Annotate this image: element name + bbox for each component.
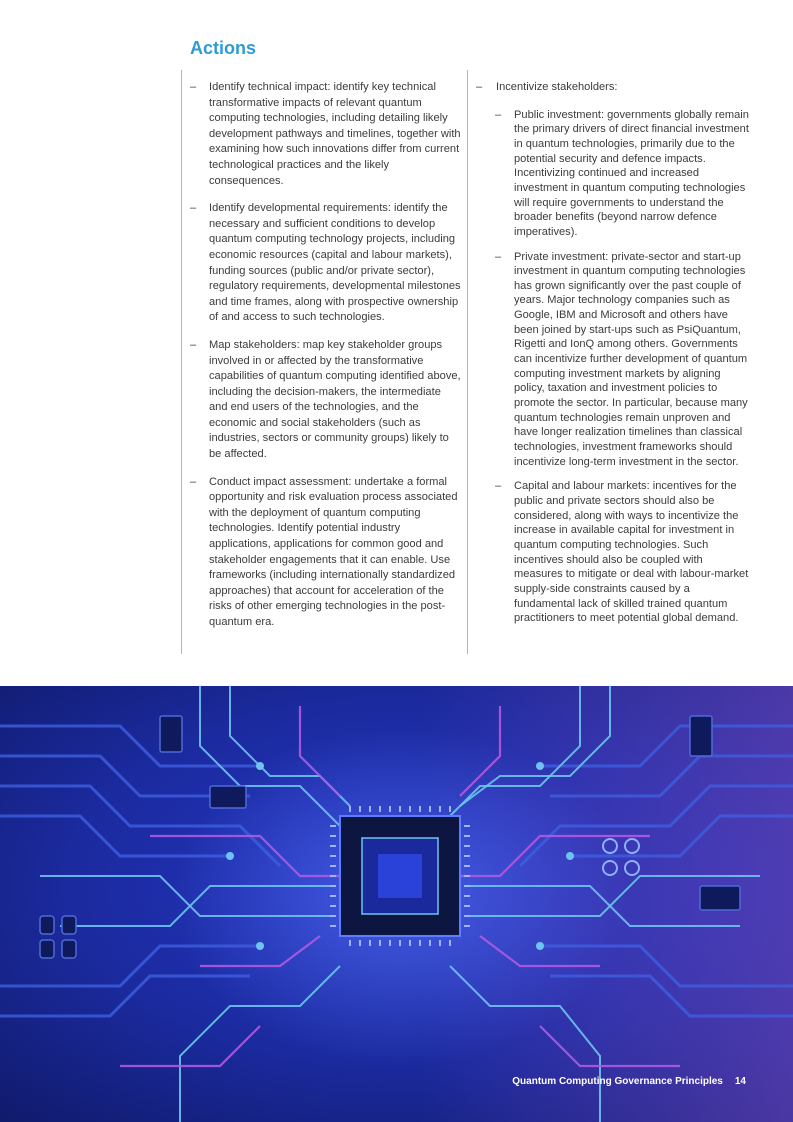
sub-list [476, 108, 752, 626]
list-item-text: Identify developmental requirements: identify the necessary and sufficient conditions to develop quantum computing technology projects, including economic resources (capital and labour markets), funding sources (public and/or private sector), regulatory requirements, developmental milestones and time frames, along with prospective ownership of and access to such technologies. [209, 202, 461, 324]
page-footer [512, 1076, 746, 1087]
list-dash: – [190, 81, 197, 93]
sub-list-item [476, 108, 752, 240]
sub-list-item [476, 479, 752, 626]
list-item-text: Incentivize stakeholders: [496, 81, 618, 93]
list-dash: – [190, 475, 197, 488]
right-column [476, 80, 752, 636]
document-title: Quantum Computing Governance Principles [512, 1076, 723, 1087]
list-item-text: Map stakeholders: map key stakeholder groups involved in or affected by the transformative capabilities of quantum computing identified above, including the decision-makers, the intermediate and end users of the technologies, and the economic and social stakeholders (such as industries, sectors or community groups) likely to be affected. [209, 338, 461, 461]
left-column [190, 80, 462, 643]
page-number: 14 [734, 1076, 746, 1087]
list-dash: – [495, 480, 502, 493]
list-item-text: Identify technical impact: identify key technical transformative impacts of relevant quantum computing technologies, including detailing likely development pathways and timelines, together with examining how such innovations differ from current technological practices and the likely consequences. [209, 81, 461, 187]
circuit-board-image [0, 686, 793, 1122]
list-item-incentivize [476, 80, 752, 96]
list-item-text: Capital and labour markets: incentives for the public and private sectors should also be considered, along with ways to incentivize the increase in available capital for investment in quantum computing technologies. Such incentives should also be coupled with measures to mitigate or deal with labour-market supply-side constraints caused by a fundamental lack of skilled trained quantum practitioners to meet potential global demand. [514, 480, 749, 625]
list-dash: – [190, 202, 197, 215]
list-item-text: Conduct impact assessment: undertake a formal opportunity and risk evaluation process associated with the deployment of quantum computing technologies. Identify potential industry applications, applications for common good and stakeholder engagements that it can enable. Use frameworks (including internationally standardized approaches) that account for acceleration of the risks of other emerging technologies in the post-quantum era. [209, 475, 458, 628]
sub-list-item [476, 250, 752, 470]
list-dash: – [495, 250, 502, 263]
left-column-rule [181, 70, 182, 654]
list-item-text: Public investment: governments globally remain the primary drivers of direct financial investment in quantum technologies, primarily due to the potential security and defence impacts. Incentivizing continued and increased investment in quantum computing technologies will require governments to understand the broader benefits (beyond narrow defence imperatives). [514, 108, 749, 238]
list-dash: – [190, 338, 197, 351]
middle-column-rule [467, 70, 468, 654]
list-item-text: Private investment: private-sector and start-up investment in quantum computing technologies has grown significantly over the past couple of years. Major technology companies such as Google, IBM and Microsoft and others have been joined by start-ups such as PsiQuantum, Rigetti and IonQ among others. Governments can incentivize further development of quantum computing investment markets by aligning policy, taxation and investment policies to promote the sector. In particular, because many quantum technologies remain unproven and have longer realization timelines than classical technologies, investment frameworks should incentivize long-term investment in the sector. [514, 250, 748, 468]
list-dash: – [495, 108, 502, 121]
list-dash: – [476, 81, 483, 93]
list-item [190, 201, 462, 326]
list-item [190, 475, 462, 631]
list-item [190, 80, 462, 189]
section-heading: Actions [190, 38, 257, 58]
list-item [190, 338, 462, 463]
